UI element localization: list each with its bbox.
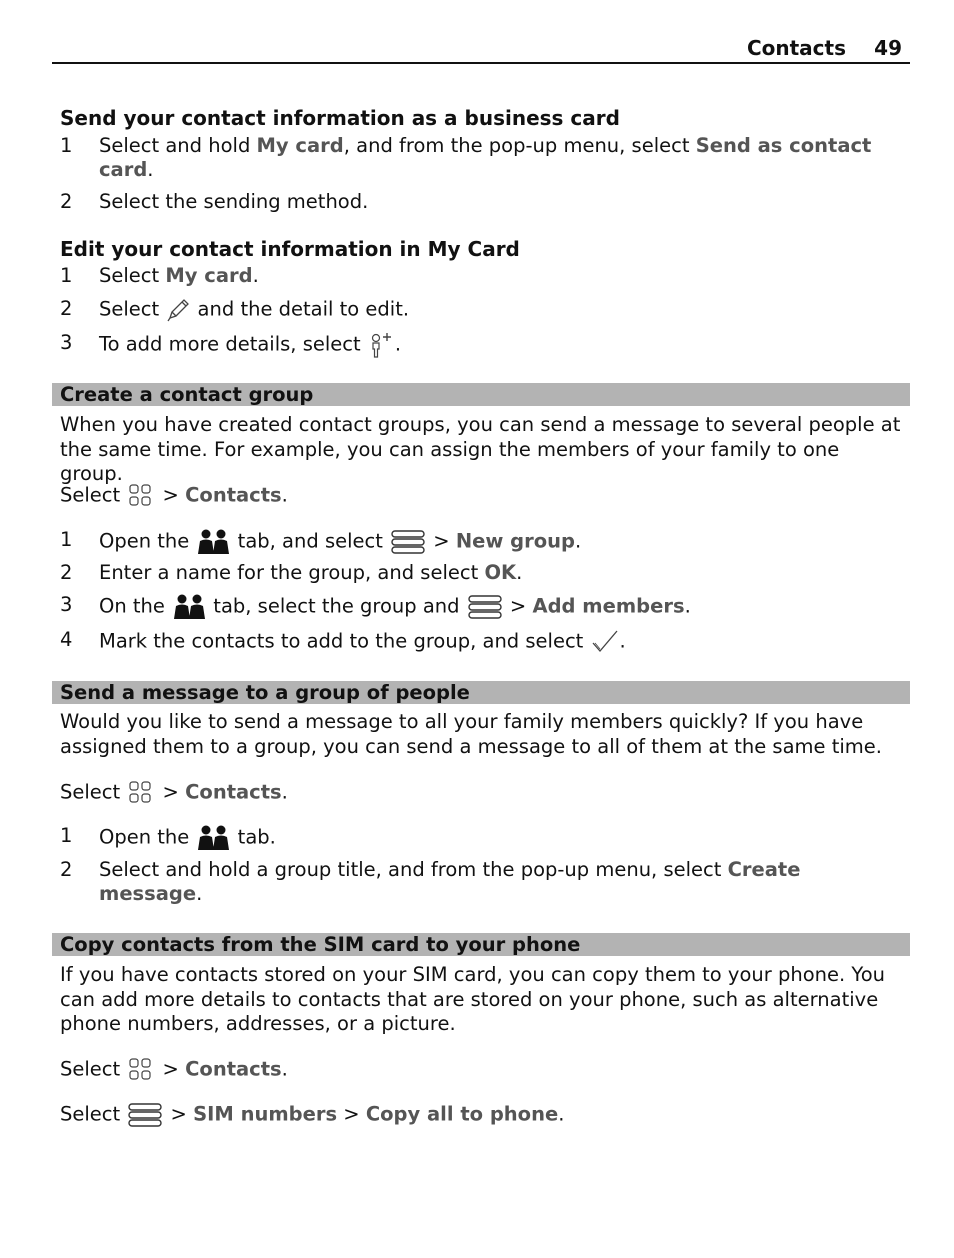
edit-card-heading: Edit your contact information in My Card <box>60 237 520 261</box>
select-line: Select > Contacts. <box>60 1056 288 1084</box>
menu-grid-icon <box>126 482 156 510</box>
section-bar: Create a contact group <box>52 383 910 406</box>
groups-tab-icon <box>195 824 231 852</box>
page-header <box>52 36 910 64</box>
select-line: Select > SIM numbers > Copy all to phone. <box>60 1101 564 1129</box>
page-number: 49 <box>874 36 902 60</box>
paragraph: Would you like to send a message to all your family members quickly? If you have assigned them to a group, you can send a message to all of them at the same time. <box>60 710 882 758</box>
options-menu-icon <box>389 528 427 556</box>
select-line: Select > Contacts. <box>60 482 288 510</box>
business-card-heading: Send your contact information as a business card <box>60 106 620 130</box>
options-menu-icon <box>466 593 504 621</box>
select-line: Select > Contacts. <box>60 779 288 807</box>
menu-grid-icon <box>126 1056 156 1084</box>
options-menu-icon <box>126 1101 164 1129</box>
pencil-icon <box>165 297 191 323</box>
section-bar: Copy contacts from the SIM card to your phone <box>52 933 910 956</box>
groups-tab-icon <box>171 593 207 621</box>
add-detail-icon <box>367 331 395 359</box>
paragraph: If you have contacts stored on your SIM card, you can copy them to your phone. You can add more details to contacts that are stored on your phone, such as alternative phone numbers, addresses, or a picture. <box>60 963 885 1035</box>
groups-tab-icon <box>195 528 231 556</box>
checkmark-icon <box>590 628 620 656</box>
menu-grid-icon <box>126 779 156 807</box>
section-bar: Send a message to a group of people <box>52 681 910 704</box>
paragraph: When you have created contact groups, you can send a message to several people at the same time. For example, you can assign the members of your family to one group. <box>60 413 901 485</box>
section-title: Contacts <box>746 36 846 60</box>
